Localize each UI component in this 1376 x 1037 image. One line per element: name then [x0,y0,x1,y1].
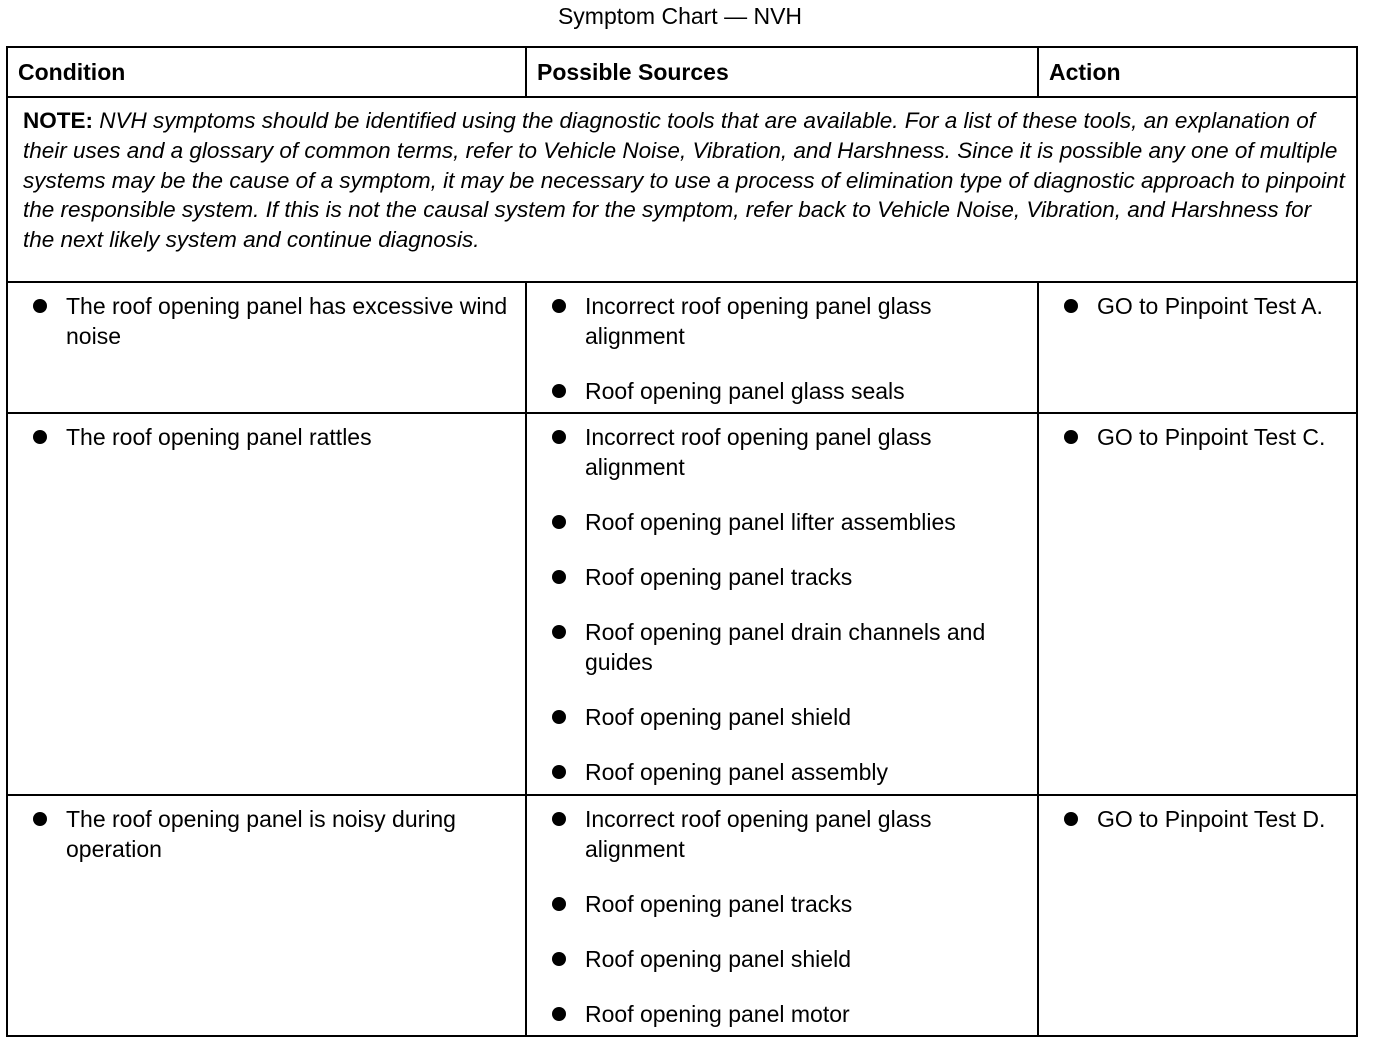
header-row [7,47,1357,97]
symptom-table [6,46,1358,1037]
list-item: Roof opening panel motor [527,999,1031,1029]
bullet-icon [1064,299,1078,313]
list-item: Roof opening panel tracks [527,562,1031,592]
header-condition: Condition [7,47,526,97]
bullet-icon [552,952,566,966]
bullet-icon [33,430,47,444]
list-item: The roof opening panel is noisy during operation [8,804,519,864]
action-cell [1038,282,1357,413]
condition-cell [7,282,526,413]
list-item: Roof opening panel assembly [527,757,1031,787]
note-text: NVH symptoms should be identified using the diagnostic tools that are available. For a list of these tools, an explanation of their uses and a glossary of common terms, refer to Vehicle Noise, Vibration, and Harshness. Since it is possible any one of multiple systems may be the cause of a symptom, it may be necessary to use a process of elimination type of diagnostic approach to pinpoint the responsible system. If this is not the causal system for the symptom, refer back to Vehicle Noise, Vibration, and Harshness for the next likely system and continue diagnosis. [23,108,1345,253]
bullet-icon [552,765,566,779]
bullet-icon [33,812,47,826]
bullet-icon [552,384,566,398]
table-row [7,413,1357,795]
bullet-icon [552,625,566,639]
list-item: Roof opening panel glass seals [527,376,1031,406]
header-possible-sources: Possible Sources [526,47,1038,97]
note-cell [7,97,1357,282]
bullet-icon [552,570,566,584]
list-item: GO to Pinpoint Test C. [1039,422,1350,452]
bullet-icon [552,299,566,313]
condition-cell [7,413,526,795]
sources-cell [526,413,1038,795]
list-item: GO to Pinpoint Test A. [1039,291,1350,321]
list-item: The roof opening panel has excessive wind noise [8,291,519,351]
list-item: Incorrect roof opening panel glass alignment [527,804,1031,864]
note-label: NOTE: [23,108,93,133]
bullet-icon [552,710,566,724]
action-cell [1038,413,1357,795]
bullet-icon [33,299,47,313]
table-row [7,282,1357,413]
bullet-icon [552,1007,566,1021]
list-item: Roof opening panel tracks [527,889,1031,919]
chart-title: Symptom Chart — NVH [557,3,803,29]
condition-cell [7,795,526,1036]
sources-cell [526,282,1038,413]
list-item: Roof opening panel shield [527,702,1031,732]
bullet-icon [552,812,566,826]
list-item: The roof opening panel rattles [8,422,519,452]
note-row [7,97,1357,282]
list-item: Roof opening panel shield [527,944,1031,974]
list-item: Roof opening panel lifter assemblies [527,507,1031,537]
list-item: Roof opening panel drain channels and guides [527,617,1031,677]
table-row [7,795,1357,1036]
header-action: Action [1038,47,1357,97]
bullet-icon [1064,430,1078,444]
bullet-icon [552,430,566,444]
list-item: Incorrect roof opening panel glass alignment [527,291,1031,351]
bullet-icon [552,515,566,529]
list-item: GO to Pinpoint Test D. [1039,804,1350,834]
action-cell [1038,795,1357,1036]
bullet-icon [1064,812,1078,826]
bullet-icon [552,897,566,911]
sources-cell [526,795,1038,1036]
list-item: Incorrect roof opening panel glass alignment [527,422,1031,482]
